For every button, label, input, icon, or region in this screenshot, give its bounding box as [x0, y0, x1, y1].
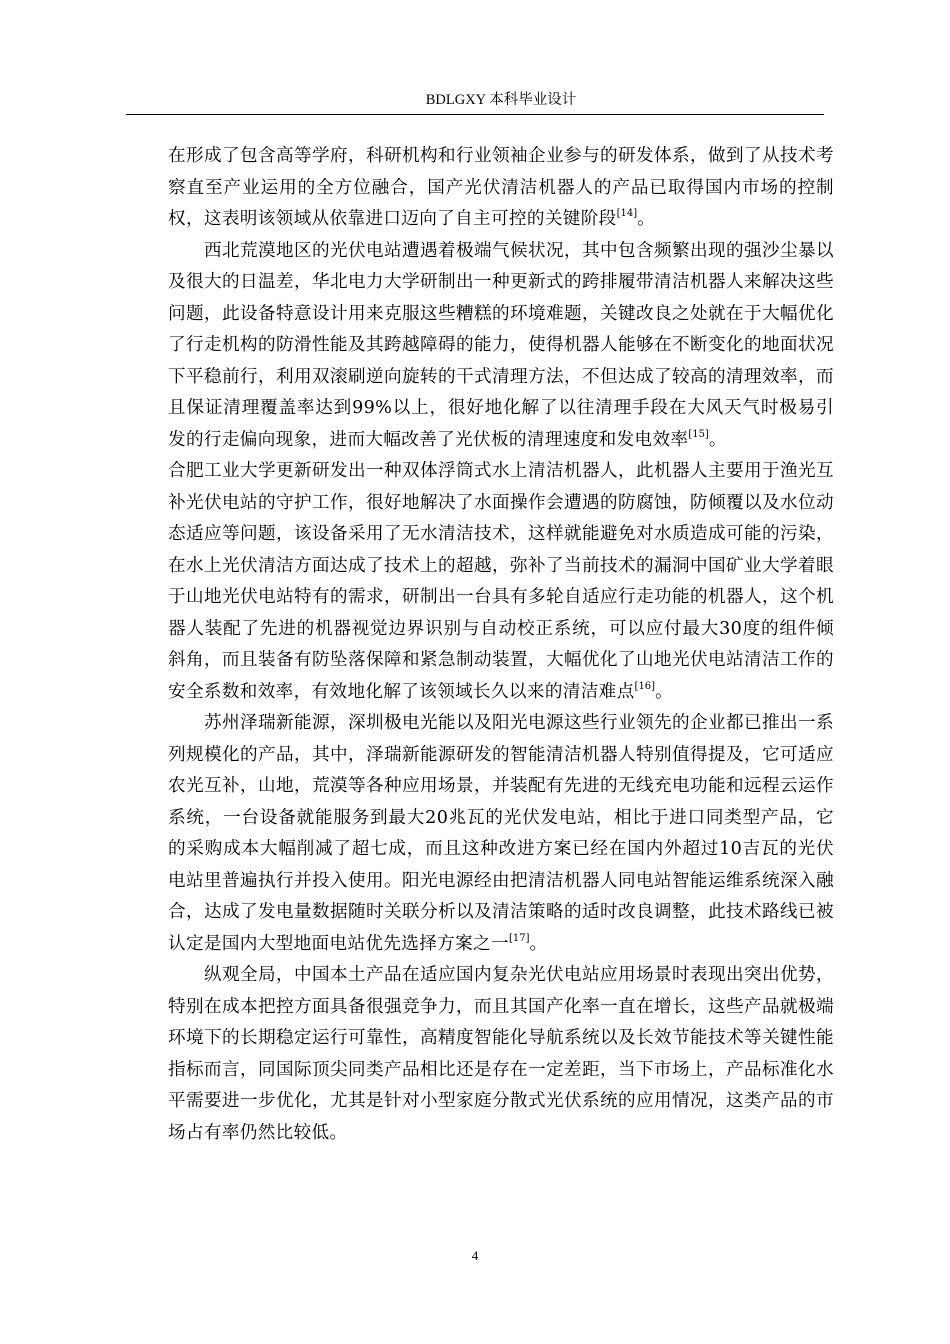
- paragraph-tail: 。: [637, 209, 656, 229]
- paragraph-text: 在形成了包含高等学府，科研机构和行业领袖企业参与的研发体系，做到了从技术考察直至产业运用的全方位融合，国产光伏清洁机器人的产品已取得国内市场的控制权，这表明该领域从依靠进口迈向了自主可控的关键阶段: [168, 146, 834, 229]
- citation: [17]: [508, 932, 530, 944]
- paragraph: [168, 960, 834, 1149]
- running-header: BDLGXY 本科毕业设计: [425, 92, 577, 108]
- paragraph: [168, 141, 834, 236]
- header-divider: [126, 114, 824, 115]
- body-text: [168, 141, 834, 1149]
- paragraph-tail: 。: [708, 429, 727, 450]
- paragraph-text: 西北荒漠地区的光伏电站遭遇着极端气候状况，其中包含频繁出现的强沙尘暴以及很大的日温差，华北电力大学研制出一种更新式的跨排履带清洁机器人来解决这些问题，此设备特意设计用来克服这些糟糕的环境难题，关键改良之处就在于大幅优化了行走机构的防滑性能及其跨越障碍的能力，使得机器人能够在不断变化的地面状况下平稳前行，利用双滚刷逆向旋转的干式清理方法，不但达成了较高的清理效率，而且保证清理覆盖率达到99%以上，很好地化解了以往清理手段在大风天气时极易引发的行走偏向现象，进而大幅改善了光伏板的清理速度和发电效率: [168, 240, 834, 450]
- paragraph: [168, 708, 834, 960]
- paragraph-text: 苏州泽瑞新能源，深圳极电光能以及阳光电源这些行业领先的企业都已推出一系列规模化的产品，其中，泽瑞新能源研发的智能清洁机器人特别值得提及，它可适应农光互补，山地，荒漠等各种应用场景，并装配有先进的无线充电功能和远程云运作系统，一台设备就能服务到最大20兆瓦的光伏发电站，相比于进口同类型产品，它的采购成本大幅削减了超七成，而且这种改进方案已经在国内外超过10吉瓦的光伏电站里普遍执行并投入使用。阳光电源经由把清洁机器人同电站智能运维系统深入融合，达成了发电量数据随时关联分析以及清洁策略的适时改良调整，此技术路线已被认定是国内大型地面电站优先选择方案之一: [168, 713, 834, 954]
- citation: [16]: [634, 680, 656, 692]
- page-number: 4: [471, 1248, 479, 1263]
- paragraph-tail: 。: [655, 681, 674, 702]
- paragraph-text: 合肥工业大学更新研发出一种双体浮筒式水上清洁机器人，此机器人主要用于渔光互补光伏电站的守护工作，很好地解决了水面操作会遭遇的防腐蚀，防倾覆以及水位动态适应等问题，该设备采用了无水清洁技术，这样就能避免对水质造成可能的污染，在水上光伏清洁方面达成了技术上的超越，弥补了当前技术的漏洞中国矿业大学着眼于山地光伏电站特有的需求，研制出一台具有多轮自适应行走功能的机器人，这个机器人装配了先进的机器视觉边界识别与自动校正系统，可以应付最大30度的组件倾斜角，而且装备有防坠落保障和紧急制动装置，大幅优化了山地光伏电站清洁工作的安全系数和效率，有效地化解了该领域长久以来的清洁难点: [168, 461, 834, 702]
- paragraph-text: 纵观全局，中国本土产品在适应国内复杂光伏电站应用场景时表现出突出优势，特别在成本把控方面具备很强竞争力，而且其国产化率一直在增长，这些产品就极端环境下的长期稳定运行可靠性，高精度智能化导航系统以及长效节能技术等关键性能指标而言，同国际顶尖同类产品相比还是存在一定差距，当下市场上，产品标准化水平需要进一步优化，尤其是针对小型家庭分散式光伏系统的应用情况，这类产品的市场占有率仍然比较低。: [168, 965, 834, 1143]
- citation: [15]: [688, 428, 709, 440]
- paragraph-tail: 。: [529, 933, 548, 954]
- paragraph: [168, 236, 834, 457]
- paragraph: [168, 456, 834, 708]
- citation: [14]: [616, 208, 638, 220]
